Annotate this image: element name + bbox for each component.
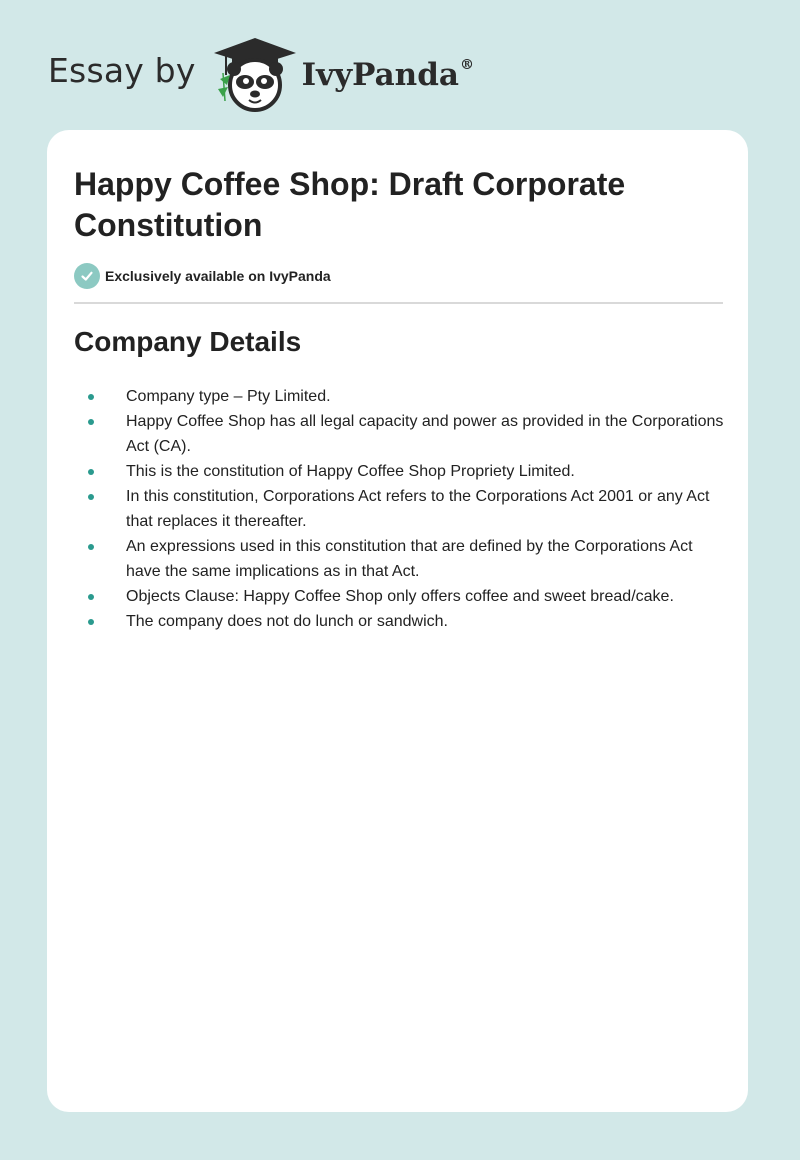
divider	[74, 302, 723, 304]
site-header	[48, 34, 474, 114]
brand-name: IvyPanda®	[301, 57, 474, 93]
list-item: Objects Clause: Happy Coffee Shop only offers coffee and sweet bread/cake.	[126, 584, 726, 609]
bullet-icon	[88, 469, 94, 475]
bullet-icon	[88, 394, 94, 400]
bullet-icon	[88, 419, 94, 425]
list-item: An expressions used in this constitution that are defined by the Corporations Act have the same implications as in that Act.	[126, 534, 726, 584]
company-details-list	[126, 384, 726, 634]
panda-logo-icon[interactable]	[210, 35, 300, 113]
registered-mark: ®	[459, 57, 474, 73]
bullet-icon	[88, 619, 94, 625]
bullet-icon	[88, 544, 94, 550]
essay-by-label: Essay by	[48, 50, 196, 90]
exclusive-badge	[74, 263, 331, 289]
list-item: This is the constitution of Happy Coffee Shop Propriety Limited.	[126, 459, 726, 484]
list-item: The company does not do lunch or sandwich.	[126, 609, 726, 634]
page-title: Happy Coffee Shop: Draft Corporate Constitution	[74, 166, 626, 243]
list-item: Company type – Pty Limited.	[126, 384, 726, 409]
list-item: In this constitution, Corporations Act refers to the Corporations Act 2001 or any Act that replaces it thereafter.	[126, 484, 726, 534]
section-heading: Company Details	[74, 326, 302, 357]
check-icon	[74, 263, 100, 289]
essay-card	[47, 130, 748, 1112]
list-item: Happy Coffee Shop has all legal capacity and power as provided in the Corporations Act (CA).	[126, 409, 726, 459]
badge-label: Exclusively available on IvyPanda	[105, 268, 331, 284]
bullet-icon	[88, 494, 94, 500]
bullet-icon	[88, 594, 94, 600]
